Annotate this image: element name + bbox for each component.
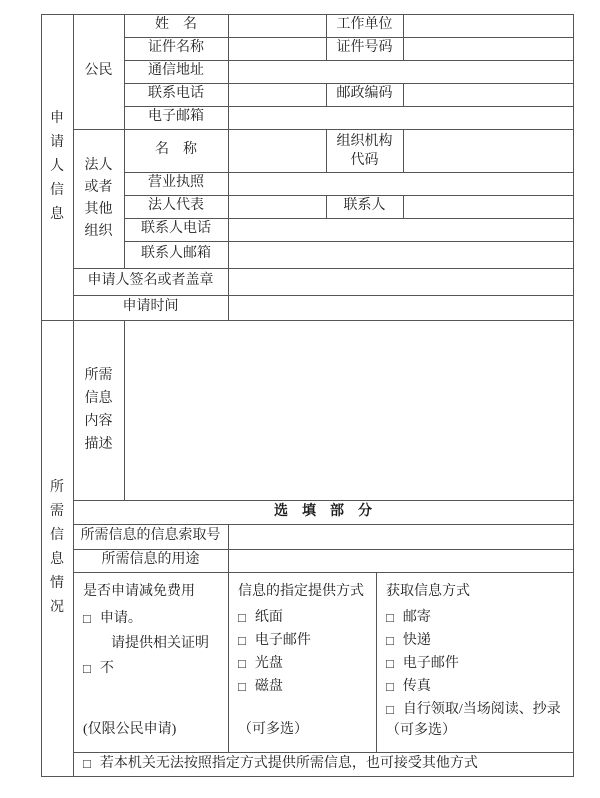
- fallback-note-row: [73, 752, 573, 776]
- checkbox-icon: □: [238, 633, 246, 648]
- provide-method-column: [228, 572, 376, 752]
- option-label: 快递: [402, 633, 431, 648]
- checkbox-icon: □: [386, 656, 394, 671]
- field-label-contact-email: 联系人邮箱: [141, 246, 211, 262]
- value-cell-contact-person: [403, 195, 573, 218]
- value-cell-id-type: [228, 37, 326, 60]
- value-cell-org-name: [228, 129, 326, 172]
- field-label-legal-rep: 法人代表: [148, 198, 204, 214]
- checkbox-icon: □: [386, 679, 394, 694]
- option-label: 自行领取/当场阅读、抄录: [402, 702, 561, 717]
- field-label-org-code: 组织机构代码: [336, 133, 393, 168]
- provide-method-footnote: （可多选）: [238, 722, 308, 737]
- field-label-name: 姓 名: [155, 17, 197, 33]
- checkbox-icon: □: [238, 679, 246, 694]
- field-label-content-description: 所需信息内容描述: [84, 368, 113, 452]
- option-note: 请提供相关证明: [111, 636, 209, 651]
- checkbox-icon: □: [83, 661, 91, 676]
- option-label: 传真: [402, 679, 431, 694]
- field-label-org-name: 名 称: [155, 142, 197, 158]
- option-label: 光盘: [254, 656, 283, 671]
- obtain-method-column: [376, 572, 573, 752]
- field-label-apply-time: 申请时间: [122, 299, 179, 315]
- checkbox-icon: □: [386, 633, 394, 648]
- obtain-method-option: [386, 698, 561, 721]
- group-label-organization: 法人或者其他组织: [84, 157, 113, 239]
- value-cell-apply-time: [228, 295, 573, 320]
- obtain-method-footnote: （可多选）: [386, 723, 456, 738]
- value-cell-legal-rep: [228, 195, 326, 218]
- field-label-id-number: 证件号码: [336, 40, 393, 56]
- field-label-phone: 联系电话: [148, 86, 204, 102]
- grid-line: [573, 14, 574, 776]
- field-label-email: 电子邮箱: [148, 109, 204, 125]
- field-label-contact-phone: 联系人电话: [141, 221, 211, 237]
- option-label: 电子邮件: [254, 633, 311, 648]
- field-label-contact-person: 联系人: [343, 198, 386, 214]
- option-label: 不: [99, 661, 114, 676]
- field-label-postcode: 邮政编码: [336, 86, 393, 102]
- option-label: 申请。: [99, 611, 142, 626]
- fee-waiver-title: 是否申请减免费用: [83, 584, 195, 599]
- value-cell-content-description: [124, 320, 573, 500]
- fee-waiver-footnote: (仅限公民申请): [83, 722, 177, 737]
- field-label-purpose: 所需信息的用途: [101, 552, 200, 568]
- value-cell-signature: [228, 268, 573, 295]
- value-cell-contact-phone: [228, 218, 573, 241]
- field-label-index-number: 所需信息的信息索取号: [80, 528, 221, 544]
- obtain-method-title: 获取信息方式: [386, 584, 470, 599]
- obtain-method-option: [386, 629, 431, 652]
- section-label-applicant-info: 申请人信息: [50, 111, 64, 222]
- value-cell-purpose: [228, 549, 573, 572]
- value-cell-address: [228, 60, 573, 83]
- value-cell-business-license: [228, 172, 573, 195]
- fallback-note-label: 若本机关无法按照指定方式提供所需信息，也可接受其他方式: [99, 755, 478, 771]
- checkbox-icon: □: [238, 656, 246, 671]
- field-label-business-license: 营业执照: [148, 175, 204, 191]
- value-cell-index-number: [228, 524, 573, 549]
- field-label-work-unit: 工作单位: [336, 17, 393, 33]
- option-label: 电子邮件: [402, 656, 459, 671]
- provide-method-title: 信息的指定提供方式: [238, 584, 364, 599]
- grid-line: [41, 776, 574, 777]
- checkbox-icon: □: [238, 610, 246, 625]
- provide-method-option: [238, 675, 283, 698]
- value-cell-org-code: [403, 129, 573, 172]
- section-label-request-info: 所需信息情况: [50, 480, 64, 615]
- value-cell-id-number: [403, 37, 573, 60]
- checkbox-icon: □: [386, 610, 394, 625]
- provide-method-option: [238, 652, 283, 675]
- field-label-address: 通信地址: [148, 63, 204, 79]
- fee-waiver-apply-note: [111, 631, 209, 656]
- value-cell-email: [228, 106, 573, 129]
- checkbox-icon: □: [83, 756, 91, 772]
- obtain-method-option: [386, 606, 431, 629]
- fee-waiver-option-decline: [83, 656, 114, 681]
- option-label: 纸面: [254, 610, 283, 625]
- checkbox-icon: □: [83, 611, 91, 626]
- fee-waiver-column: [73, 572, 228, 752]
- obtain-method-option: [386, 675, 431, 698]
- obtain-method-option: [386, 652, 459, 675]
- value-cell-name: [228, 14, 326, 37]
- field-label-id-type: 证件名称: [148, 40, 204, 56]
- value-cell-phone: [228, 83, 326, 106]
- field-label-signature: 申请人签名或者盖章: [87, 273, 214, 289]
- provide-method-option: [238, 629, 311, 652]
- checkbox-icon: □: [386, 702, 394, 717]
- group-label-citizen: 公民: [84, 63, 113, 79]
- fee-waiver-option-apply: [83, 606, 142, 631]
- optional-section-header: 选填部分: [274, 503, 386, 519]
- value-cell-work-unit: [403, 14, 573, 37]
- option-label: 邮寄: [402, 610, 431, 625]
- provide-method-option: [238, 606, 283, 629]
- option-label: 磁盘: [254, 679, 283, 694]
- value-cell-postcode: [403, 83, 573, 106]
- value-cell-contact-email: [228, 241, 573, 268]
